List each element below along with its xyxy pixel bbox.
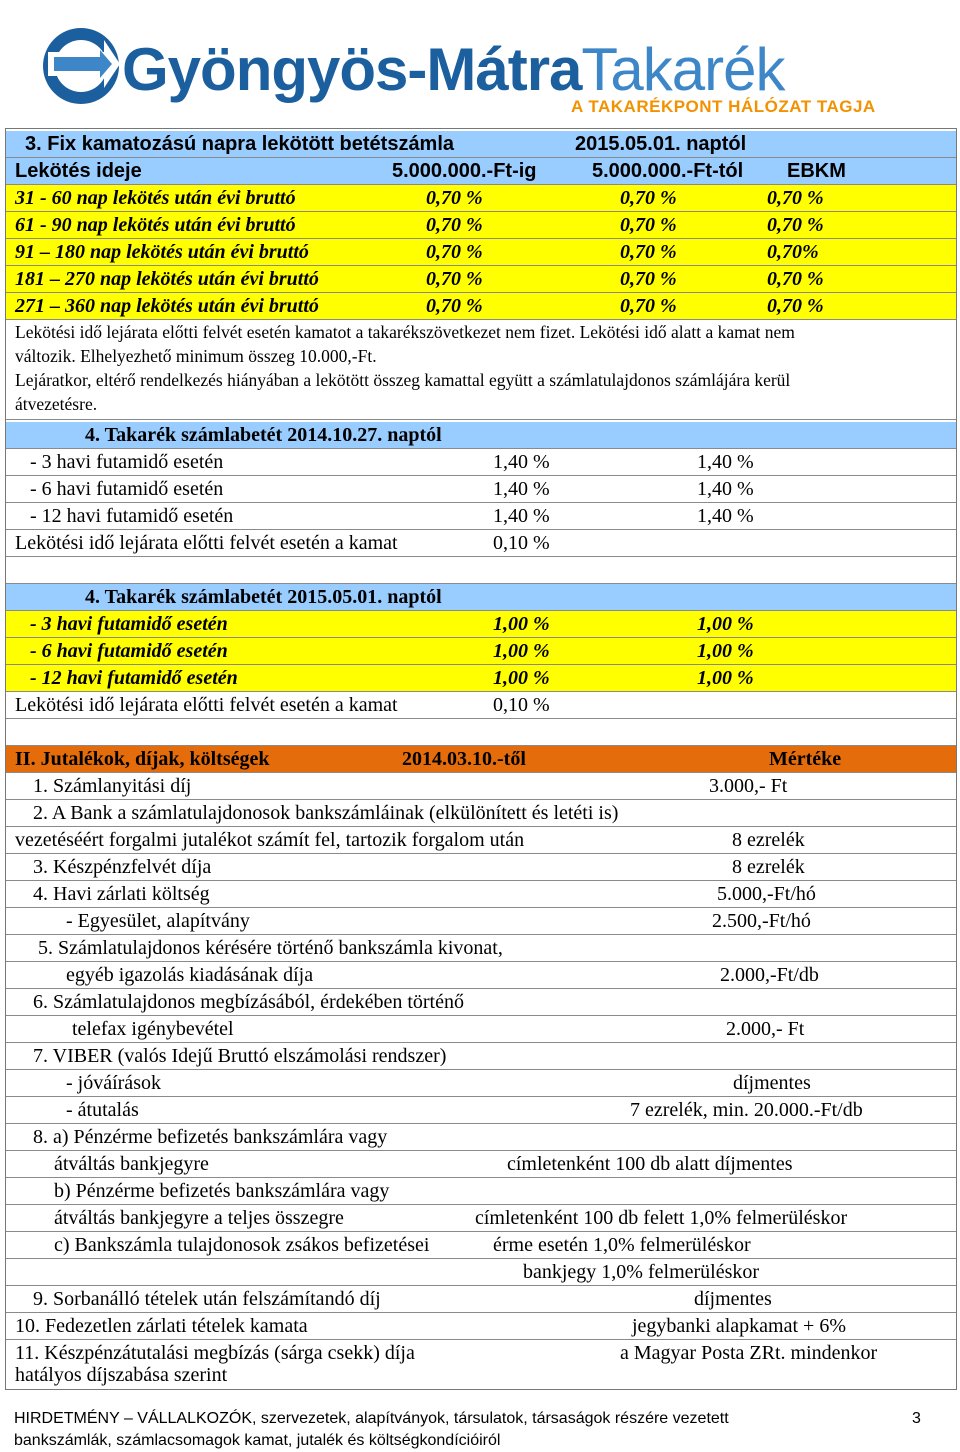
- fee-line: [6, 827, 956, 854]
- fee-value: 5.000,-Ft/hó: [717, 883, 816, 905]
- table-row: [6, 449, 956, 476]
- fee-line: [6, 989, 956, 1016]
- fix-deposit-title-row: [6, 131, 956, 158]
- rate-value: 1,40 %: [697, 505, 754, 527]
- fee-line: [6, 800, 956, 827]
- table-row: [6, 503, 956, 530]
- rate-value: 0,10 %: [493, 532, 550, 554]
- column-header-ebkm: EBKM: [787, 160, 846, 182]
- fee-value: jegybanki alapkamat + 6%: [632, 1315, 846, 1337]
- fee-line: [6, 1097, 956, 1124]
- row-label: - 3 havi futamidő esetén: [30, 451, 224, 473]
- rate-value: 1,40 %: [697, 451, 754, 473]
- fee-line: [6, 1362, 956, 1389]
- fee-label: 11. Készpénzátutalási megbízás (sárga csekk) díja: [15, 1342, 415, 1364]
- fee-label: 3. Készpénzfelvét díja: [33, 856, 212, 878]
- fee-value: bankjegy 1,0% felmerüléskor: [523, 1261, 760, 1283]
- footer-line-2: bankszámlák, számlacsomagok kamat, jutalék és költségkondícióiról: [14, 1432, 501, 1449]
- fee-value: 8 ezrelék: [732, 856, 805, 878]
- fee-value: 7 ezrelék, min. 20.000.-Ft/db: [630, 1099, 863, 1121]
- rate-value: 0,70 %: [426, 295, 483, 317]
- rate-value: 1,40 %: [493, 478, 550, 500]
- fee-label: 4. Havi zárlati költség: [33, 883, 210, 905]
- fee-label: 2. A Bank a számlatulajdonosok bankszámláinak (elkülönített és letéti is): [33, 802, 619, 824]
- fee-label: átváltás bankjegyre: [54, 1153, 209, 1175]
- fee-label: vezetéséért forgalmi jutalékot számít fel, tartozik forgalom után: [15, 829, 525, 851]
- note-text: átvezetésre.: [15, 394, 98, 414]
- row-label: - 12 havi futamidő esetén: [30, 505, 234, 527]
- row-label: 271 – 360 nap lekötés után évi bruttó: [15, 295, 319, 317]
- fee-label: 10. Fedezetlen zárlati tételek kamata: [15, 1315, 308, 1337]
- fee-line: [6, 1016, 956, 1043]
- fee-label: 8. a) Pénzérme befizetés bankszámlára vagy: [33, 1126, 388, 1148]
- row-label: 31 - 60 nap lekötés után évi bruttó: [15, 187, 296, 209]
- fix-deposit-date: 2015.05.01. naptól: [575, 133, 747, 155]
- ebkm-value: 0,70%: [767, 241, 819, 263]
- fee-label: hatályos díjszabása szerint: [15, 1364, 228, 1386]
- fee-line: [6, 1205, 956, 1232]
- row-label: - 6 havi futamidő esetén: [30, 478, 224, 500]
- row-label: 91 – 180 nap lekötés után évi bruttó: [15, 241, 309, 263]
- rate-value: 1,00 %: [493, 640, 550, 662]
- fee-value: a Magyar Posta ZRt. mindenkor: [620, 1342, 878, 1364]
- fee-line: [6, 1178, 956, 1205]
- fee-label: b) Pénzérme befizetés bankszámlára vagy: [54, 1180, 390, 1202]
- note-text: Lekötési idő lejárata előtti felvét esetén kamatot a takarékszövetkezet nem fizet. Lekötési idő alatt a kamat nem: [15, 322, 795, 342]
- fee-value: 8 ezrelék: [732, 829, 805, 851]
- savings-2015-title-row: [6, 584, 956, 611]
- row-label: - 6 havi futamidő esetén: [30, 640, 228, 662]
- fee-line: [6, 773, 956, 800]
- rate-value: 0,70 %: [620, 295, 677, 317]
- logo-wordmark: Gyöngyös-MátraTakarék: [122, 36, 785, 103]
- bank-logo: [0, 0, 960, 128]
- fee-value: címletenként 100 db alatt díjmentes: [507, 1153, 793, 1175]
- fee-line: [6, 1151, 956, 1178]
- fee-label: telefax igénybevétel: [72, 1018, 234, 1040]
- empty-row: [6, 557, 956, 584]
- rate-value: 0,70 %: [620, 187, 677, 209]
- fee-label: 9. Sorbanálló tételek után felszámítandó díj: [33, 1288, 381, 1310]
- rate-value: 0,70 %: [426, 241, 483, 263]
- fee-label: - Egyesület, alapítvány: [66, 910, 250, 932]
- rate-value: 1,00 %: [697, 640, 754, 662]
- table-row: [6, 476, 956, 503]
- fix-deposit-header-row: [6, 158, 956, 185]
- ebkm-value: 0,70 %: [767, 187, 824, 209]
- ebkm-value: 0,70 %: [767, 214, 824, 236]
- rate-value: 0,70 %: [620, 268, 677, 290]
- column-header-from-5m: 5.000.000.-Ft-tól: [592, 160, 744, 182]
- savings-2014-title: 4. Takarék számlabetét 2014.10.27. naptól: [85, 424, 442, 446]
- fee-label: 7. VIBER (valós Idejű Bruttó elszámolási rendszer): [33, 1045, 447, 1067]
- fee-line: [6, 854, 956, 881]
- column-header-up-to-5m: 5.000.000.-Ft-ig: [392, 160, 537, 182]
- row-label: Lekötési idő lejárata előtti felvét esetén a kamat: [15, 694, 398, 716]
- fee-label: - jóváírások: [66, 1072, 161, 1094]
- fee-value: címletenként 100 db felett 1,0% felmerüléskor: [475, 1207, 848, 1229]
- fee-line: [6, 1232, 956, 1259]
- rate-value: 1,40 %: [493, 505, 550, 527]
- rate-value: 1,00 %: [493, 613, 550, 635]
- empty-row: [6, 719, 956, 746]
- fix-deposit-note-1: [6, 320, 956, 368]
- fee-line: [6, 962, 956, 989]
- fee-label: - átutalás: [66, 1099, 139, 1121]
- fee-value: díjmentes: [694, 1288, 772, 1310]
- fee-label: c) Bankszámla tulajdonosok zsákos befizetései: [54, 1234, 430, 1256]
- early-withdrawal-row: [6, 530, 956, 557]
- table-row: [6, 185, 956, 212]
- fee-value: 2.000,-Ft/db: [720, 964, 819, 986]
- footer-line-1: HIRDETMÉNY – VÁLLALKOZÓK, szervezetek, alapítványok, társulatok, társaságok részére vezetett: [14, 1410, 729, 1427]
- fee-line: [6, 935, 956, 962]
- fees-measure-header: Mértéke: [769, 748, 842, 770]
- note-text: Lejáratkor, eltérő rendelkezés hiányában a lekötött összeg kamattal együtt a számlatulajdonos számlájára kerül: [15, 370, 791, 390]
- early-withdrawal-row: [6, 692, 956, 719]
- fee-line: [6, 881, 956, 908]
- rate-value: 1,00 %: [697, 667, 754, 689]
- fee-label: egyéb igazolás kiadásának díja: [66, 964, 314, 986]
- fix-deposit-title: 3. Fix kamatozású napra lekötött betétszámla: [25, 133, 455, 155]
- fix-deposit-note-2: [6, 368, 956, 420]
- note-text: változik. Elhelyezhető minimum összeg 10.000,-Ft.: [15, 346, 377, 366]
- column-header-term: Lekötés ideje: [15, 160, 142, 182]
- fee-line: [6, 1043, 956, 1070]
- table-row: [6, 266, 956, 293]
- fee-label: átváltás bankjegyre a teljes összegre: [54, 1207, 344, 1229]
- rate-value: 0,70 %: [620, 214, 677, 236]
- row-label: - 3 havi futamidő esetén: [30, 613, 228, 635]
- table-row: [6, 239, 956, 266]
- fee-line: [6, 1124, 956, 1151]
- fee-value: 3.000,- Ft: [709, 775, 788, 797]
- row-label: 181 – 270 nap lekötés után évi bruttó: [15, 268, 319, 290]
- fee-line: [6, 908, 956, 935]
- fee-line: [6, 1286, 956, 1313]
- fees-date: 2014.03.10.-től: [402, 748, 526, 770]
- rate-value: 1,00 %: [697, 613, 754, 635]
- fee-value: díjmentes: [733, 1072, 811, 1094]
- table-row: [6, 638, 956, 665]
- fees-title-row: [6, 746, 956, 773]
- arrow-circle-logo-icon: [40, 14, 122, 112]
- rate-value: 0,70 %: [426, 214, 483, 236]
- rate-value: 0,10 %: [493, 694, 550, 716]
- table-row: [6, 665, 956, 692]
- table-row: [6, 611, 956, 638]
- ebkm-value: 0,70 %: [767, 268, 824, 290]
- rate-value: 0,70 %: [426, 187, 483, 209]
- fee-value: érme esetén 1,0% felmerüléskor: [493, 1234, 751, 1256]
- table-row: [6, 212, 956, 239]
- savings-2015-title: 4. Takarék számlabetét 2015.05.01. naptól: [85, 586, 442, 608]
- rate-value: 0,70 %: [426, 268, 483, 290]
- ebkm-value: 0,70 %: [767, 295, 824, 317]
- savings-2014-title-row: [6, 422, 956, 449]
- rate-value: 0,70 %: [620, 241, 677, 263]
- rate-value: 1,40 %: [697, 478, 754, 500]
- fee-label: 1. Számlanyitási díj: [33, 775, 192, 797]
- row-label: 61 - 90 nap lekötés után évi bruttó: [15, 214, 296, 236]
- table-row: [6, 293, 956, 320]
- fee-value: 2.000,- Ft: [726, 1018, 805, 1040]
- fee-line: [6, 1259, 956, 1286]
- rate-value: 1,00 %: [493, 667, 550, 689]
- page-number: 3: [912, 1410, 921, 1427]
- fee-label: 6. Számlatulajdonos megbízásából, érdekében történő: [33, 991, 464, 1013]
- fee-line: [6, 1070, 956, 1097]
- fee-label: 5. Számlatulajdonos kérésére történő bankszámla kivonat,: [38, 937, 503, 959]
- rate-value: 1,40 %: [493, 451, 550, 473]
- fee-value: 2.500,-Ft/hó: [712, 910, 811, 932]
- fee-line: [6, 1313, 956, 1340]
- fees-title: II. Jutalékok, díjak, költségek: [15, 748, 270, 770]
- logo-tagline: A TAKARÉKPONT HÁLÓZAT TAGJA: [571, 97, 876, 116]
- row-label: Lekötési idő lejárata előtti felvét esetén a kamat: [15, 532, 398, 554]
- row-label: - 12 havi futamidő esetén: [30, 667, 238, 689]
